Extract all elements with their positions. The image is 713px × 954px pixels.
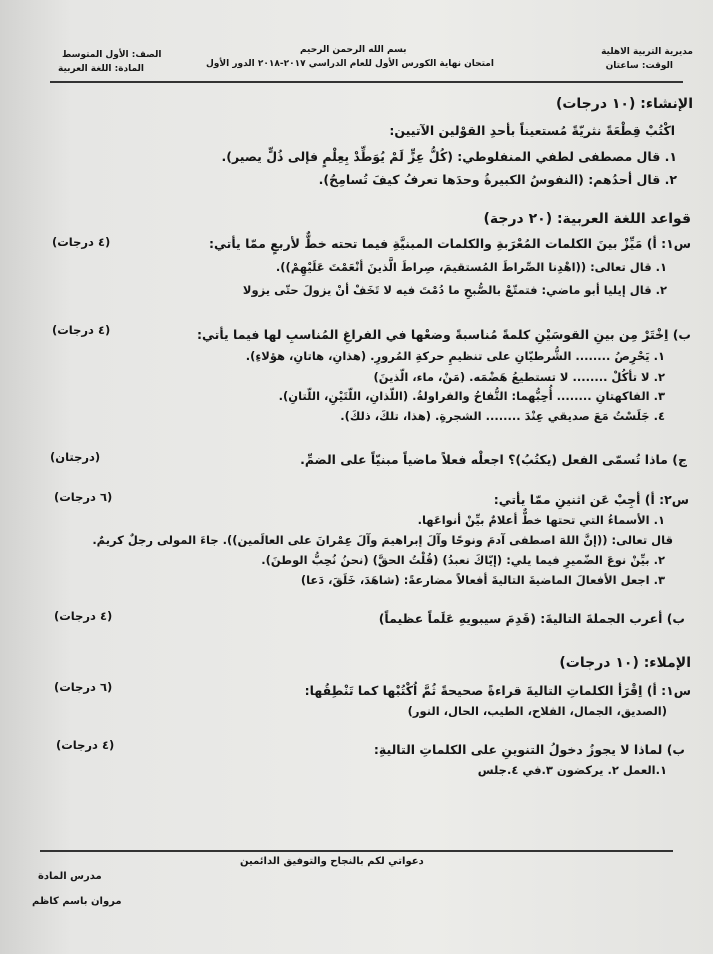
header-directorate: مديرية التربية الاهلية [601, 47, 693, 57]
insha-title: الإنشاء: (١٠ درجات) [555, 96, 693, 112]
grammar-q1c-mark: (درجتان) [50, 450, 101, 464]
grammar-q1a-item-1: ١. قال تعالى: ((اهْدِنا الصِّراطَ المُستقيمَ، صِراطَ الَّذينَ أنْعَمْتَ عَلَيْهِمْ)). [275, 260, 667, 274]
header-basmala: بسم الله الرحمن الرحيم [300, 45, 407, 55]
imla-q1b-words: ١.العمل ٢. يركضون ٣.في ٤.جلس [477, 763, 667, 777]
header-exam-title: امتحان نهاية الكورس الأول للعام الدراسي ٢٠١٧-٢٠١٨ الدور الأول [206, 59, 494, 69]
grammar-q1b-item-4: ٤. جَلَسْتُ مَعَ صديقي عِنْدَ ........ الشجرةِ. (هذا، تلكَ، ذلكَ). [340, 409, 665, 423]
insha-instruction: اكْتُبْ قِطْعَةً نثريّةً مُستعيناً بأحدِ القوْلين الآتيين: [389, 123, 675, 138]
grammar-q1b-item-3: ٣. الفاكهتانِ ........ أُحِبُّهما: التُّفاحُ والفراولةُ. (اللّذانِ، اللّتَيْنِ، اللّتانِ). [278, 389, 665, 403]
grammar-q2-item-2: ٢. بيِّنْ نوعَ الضّميرِ فيما يلي: (إيّاكَ نعبدُ) (قُلْتُ الحقَّ) (نحنُ نُحِبُّ الوطنَ). [261, 553, 665, 567]
grammar-q1a-item-2: ٢. قال إيليا أبو ماضي: فتمتّعْ بالصُّبحِ ما دُمْتَ فيه لا تَخَفْ أنْ يزولَ حتّى يزولا [242, 283, 667, 297]
grammar-q1b-item-1: ١. يَحْرِصُ ........ الشُّرطيّانِ على تنظيمِ حركةِ المُرورِ. (هذانِ، هاتانِ، هؤلاءِ). [245, 349, 665, 363]
grammar-q1a: س١: أ) مَيِّزْ بينَ الكلمات المُعْرَبةِ والكلمات المبنيَّةِ فيما تحته خطٌّ لأربعٍ ممّا يأتي: [209, 236, 691, 251]
imla-q1: س١: أ) اِقْرَأ الكلماتِ التاليةَ قراءةً صحيحةً ثُمَّ اُكْتُبْها كما تَنْطِقُها: [304, 683, 691, 698]
insha-quote-2: ٢. قال أحدُهم: (النفوسُ الكبيرةُ وحدَها تعرفُ كيفَ تُسامِحُ). [318, 172, 677, 187]
grammar-q1b-item-2: ٢. لا تأكُلْ ........ لا تستطيعُ هَضْمَه. (مَنْ، ماء، الّذينَ) [373, 370, 665, 384]
grammar-q2b-mark: (٤ درجات) [54, 609, 113, 623]
imla-q1b-mark: (٤ درجات) [56, 738, 115, 752]
teacher-name: مروان باسم كاظم [32, 896, 122, 907]
grammar-q2b: ب) أعرب الجملةَ التاليةَ: (قَدِمَ سيبويهِ عَلَماً عظيماً) [378, 611, 685, 626]
imla-q1b: ب) لماذا لا يجوزُ دخولُ التنوينِ على الكلماتِ التاليةِ: [373, 742, 685, 757]
grammar-title: قواعد اللغة العربية: (٢٠ درجة) [483, 211, 691, 227]
imla-q1-mark: (٦ درجات) [54, 680, 113, 694]
insha-quote-1: ١. قال مصطفى لطفي المنفلوطي: (كُلُّ عِزٍّ لَمْ يُوَطِّدْ بِعِلْمٍ فإلى ذُلٍّ يصير). [221, 149, 677, 164]
header-class: الصف: الأول المتوسط [62, 50, 162, 60]
grammar-q2-item-3: ٣. اجعل الأفعالَ الماضيةَ التاليةَ أفعالاً مضارعةً: (شاهَدَ، خَلَقَ، دَعا) [300, 573, 665, 587]
footer-divider [40, 850, 673, 852]
header-divider [50, 81, 683, 83]
grammar-q2-item-1-quote: قال تعالى: ((إنَّ اللهَ اصطفى آدمَ ونوحًا وآلَ إبراهيمَ وآلَ عِمْرانَ على العالَمين)). جاءَ المولى رجلٌ كريمٌ. [92, 533, 673, 547]
grammar-q1a-mark: (٤ درجات) [52, 235, 111, 249]
footer-wish: دعواتي لكم بالنجاح والتوفيق الدائمين [240, 856, 424, 867]
header-time: الوقت: ساعتان [605, 61, 673, 71]
grammar-q2-item-1: ١. الأسماءُ التي تحتها خطٌّ أعلامٌ بيِّنْ أنواعَها. [417, 513, 665, 527]
imla-title: الإملاء: (١٠ درجات) [559, 655, 691, 671]
imla-q1-words: (الصديق، الجمال، الفلاح، الطيب، الحال، النور) [407, 704, 667, 718]
grammar-q2: س٢: أ) أجِبْ عَن اثنينِ ممّا يأتي: [493, 492, 689, 507]
grammar-q1c: ج) ماذا تُسمّى الفعل (يكتُبُ)؟ اجعلْه فعلاً ماضياً مبنيّاً على الضمِّ. [300, 452, 687, 467]
grammar-q2-mark: (٦ درجات) [54, 490, 113, 504]
header-subject: المادة: اللغة العربية [58, 64, 145, 74]
grammar-q1b: ب) اِخْتَرْ مِن بينِ القوسَيْنِ كلمةً مُناسبةً وضعْها في الفراغِ المُناسبِ لها فيما يأتي: [196, 327, 691, 342]
teacher-title: مدرس المادة [38, 871, 102, 882]
grammar-q1b-mark: (٤ درجات) [52, 323, 111, 337]
